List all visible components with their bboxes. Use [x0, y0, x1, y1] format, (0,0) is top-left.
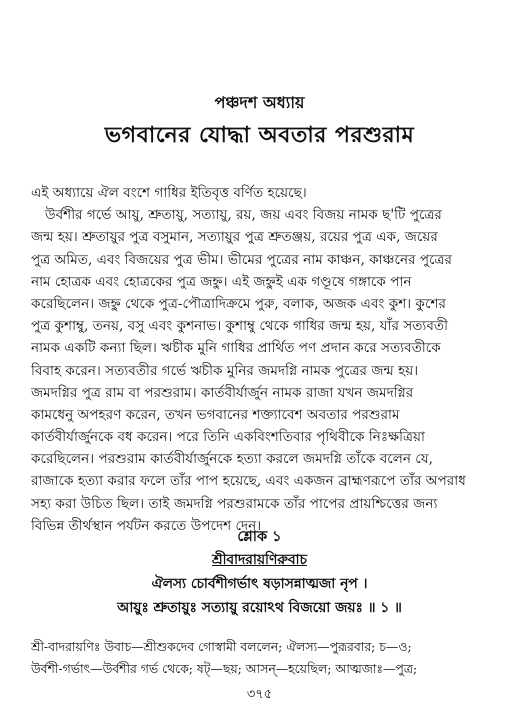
chapter-number-label: পঞ্চদশ অধ্যায়: [214, 93, 305, 112]
summary-line: বিভিন্ন তীর্থস্থান পর্যটন করতে উপদেশ দেন।: [31, 517, 262, 534]
summary-line: পুত্র অমিত, এবং বিজয়ের পুত্র ভীম। ভীমের পুত্রের নাম কাঞ্চন, কাঞ্চনের পুত্রের: [31, 251, 453, 268]
summary-line: রাজাকে হত্যা করার ফলে তাঁর পাপ হয়েছে, এবং একজন ব্রাহ্মণরূপে তাঁর অপরাধ: [31, 473, 466, 490]
verse-line: ঐলস্য চোর্বশীগর্ভাৎ ষড়াসন্নাত্মজা নৃপ ।: [151, 576, 368, 592]
summary-line: উর্বশীর গর্ভে আয়ু, শ্রুতায়ু, সত্যায়ু, রয়, জয় এবং বিজয় নামক ছ'টি পুত্রের: [45, 207, 442, 224]
verse-line: শ্রীবাদরায়ণিরুবাচ: [212, 552, 307, 568]
summary-line: পুত্র কুশাম্বু, তনয়, বসু এবং কুশনাভ। কুশাম্বু থেকে গাধির জন্ম হয়, যাঁর সত্যবতী: [31, 318, 449, 335]
summary-line: নাম হোত্রক এবং হোত্রকের পুত্র জহ্নু। এই জহ্নুই এক গণ্ডূষে গঙ্গাকে পান: [31, 273, 412, 290]
verse-line: আয়ুঃ শ্রুতায়ুঃ সত্যায়ু রয়োঽথ বিজয়ো জয়ঃ ॥ ১ ॥: [117, 600, 402, 616]
synonyms: [31, 636, 493, 680]
synonyms-line: উর্বশী-গর্ভাৎ—উর্বশীর গর্ভ থেকে; ষট্—ছয়; আসন্—হয়েছিল; আত্মজাঃ—পুত্র;: [31, 661, 418, 676]
synonyms-line: শ্রী-বাদরায়ণিঃ উবাচ—শ্রীশুকদেব গোস্বামী বললেন; ঐলস্য—পুরূরবার; চ—ও;: [31, 639, 412, 654]
summary-line: কামধেনু অপহরণ করেন, তখন ভগবানের শক্ত্যাবেশ অবতার পরশুরাম: [31, 406, 400, 423]
chapter-title: ভগবানের যোদ্ধা অবতার পরশুরাম: [104, 122, 415, 148]
summary-line: জন্ম হয়। শ্রুতায়ুর পুত্র বসুমান, সত্যায়ুর পুত্র শ্রুতঞ্জয়, রয়ের পুত্র এক, জয়ের: [31, 229, 438, 246]
summary-line: করেছিলেন। জহ্নু থেকে পুত্র-পৌত্রাদিক্রমে পুরু, বলাক, অজক এবং কুশ। কুশের: [31, 295, 446, 312]
chapter-summary: [31, 182, 493, 537]
verse-number-label: শ্লোক ১: [237, 528, 282, 545]
summary-line: জমদগ্নির পুত্র রাম বা পরশুরাম। কার্তবীর্যার্জুন নামক রাজা যখন জমদগ্নির: [31, 384, 414, 401]
summary-line: বিবাহ করেন। সত্যবতীর গর্ভে ঋচীক মুনির জমদগ্নি নামক পুত্রের জন্ম হয়।: [31, 362, 419, 379]
summary-line: সহ্য করা উচিত ছিল। তাই জমদগ্নি পরশুরামকে তাঁর পাপের প্রায়শ্চিত্তের জন্য: [31, 495, 438, 512]
verse-text: [0, 548, 519, 620]
summary-line: এই অধ্যায়ে ঐল বংশে গাধির ইতিবৃত্ত বর্ণিত হয়েছে।: [31, 185, 307, 201]
page-number: ৩৭৫: [246, 687, 273, 702]
summary-line: নামক একটি কন্যা ছিল। ঋচীক মুনি গাধির প্রার্থিত পণ প্রদান করে সত্যবতীকে: [31, 340, 441, 357]
summary-line: করেছিলেন। পরশুরাম কার্তবীর্যার্জুনকে হত্যা করলে জমদগ্নি তাঁকে বলেন যে,: [31, 451, 433, 468]
summary-line: কার্তবীর্যার্জুনকে বধ করেন। পরে তিনি একবিংশতিবার পৃথিবীকে নিঃক্ষত্রিয়া: [31, 429, 425, 446]
